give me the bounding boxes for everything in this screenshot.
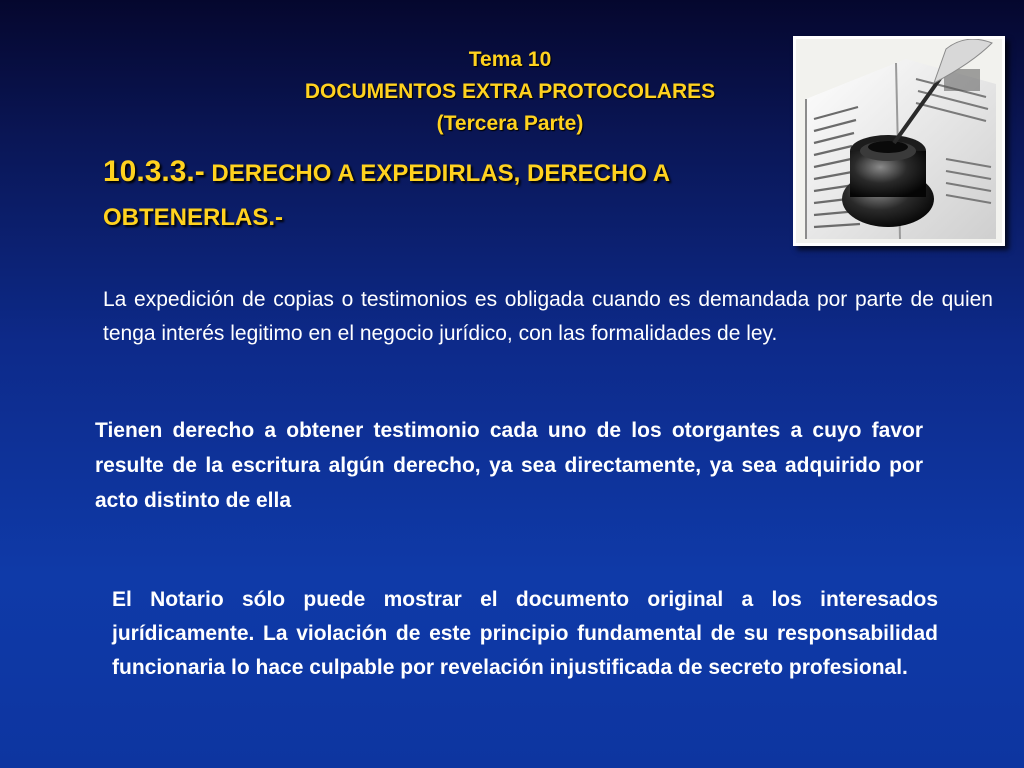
paragraph-notario: El Notario sólo puede mostrar el documento original a los interesados jurídicamente. La violación de este principio fundamental de su responsabilidad funcionaria lo hace culpable por revelación injustificada de secreto profesional. xyxy=(112,588,938,679)
section-heading xyxy=(103,150,793,240)
section-number: 10.3.3.- xyxy=(103,155,205,188)
slide-title xyxy=(230,44,790,140)
section-heading-text: DERECHO A EXPEDIRLAS, DERECHO A OBTENERLAS.- xyxy=(103,160,670,231)
title-line-parte: (Tercera Parte) xyxy=(436,112,584,135)
quill-inkwell-manuscript-icon xyxy=(793,36,1005,246)
title-line-documentos: DOCUMENTOS EXTRA PROTOCOLARES xyxy=(304,80,716,103)
title-line-tema: Tema 10 xyxy=(468,48,552,71)
paragraph-derecho-testimonio: Tienen derecho a obtener testimonio cada uno de los otorgantes a cuyo favor resulte de la escritura algún derecho, ya sea directamente, ya sea adquirido por acto distinto de ella xyxy=(95,419,923,512)
paragraph-expedicion: La expedición de copias o testimonios es obligada cuando es demandada por parte de quien tenga interés legitimo en el negocio jurídico, con las formalidades de ley. xyxy=(103,288,993,345)
